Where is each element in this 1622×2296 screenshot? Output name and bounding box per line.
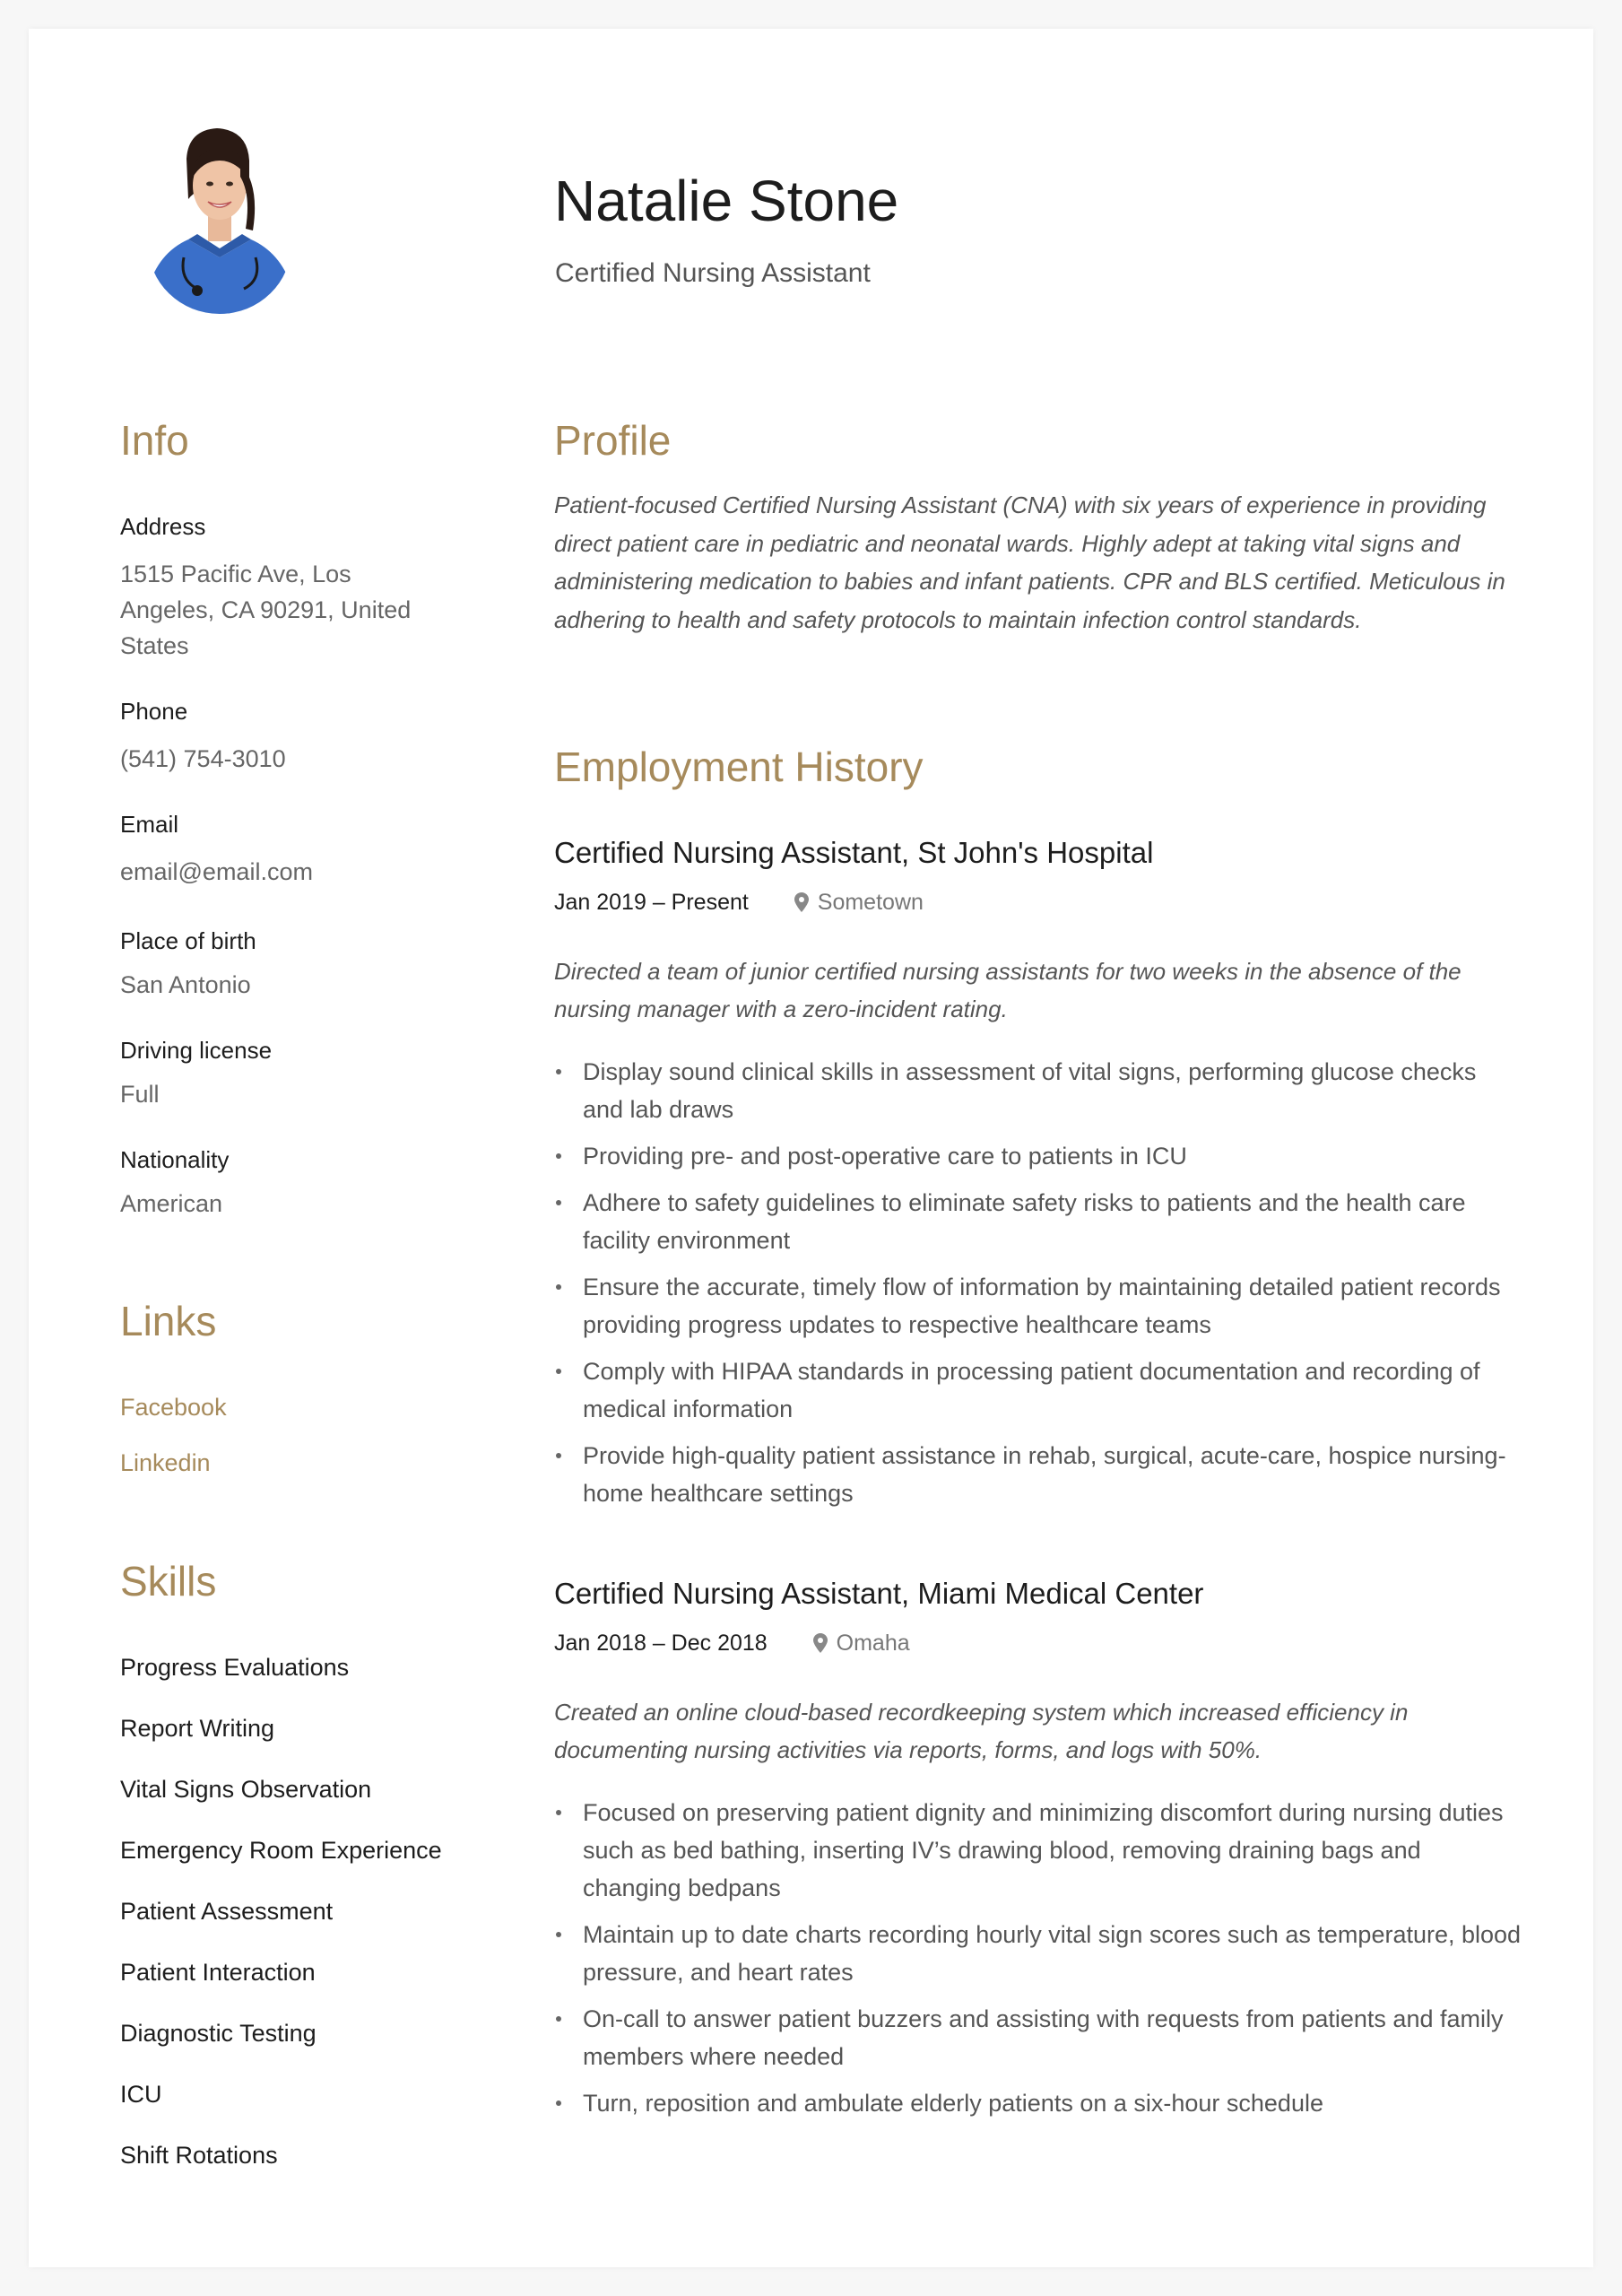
- profile-photo: [134, 123, 305, 316]
- list-item: Maintain up to date charts recording hourly vital sign scores such as temperature, blood pressure, and heart rates: [554, 1916, 1522, 1991]
- list-item: Ensure the accurate, timely flow of information by maintaining detailed patient records providing progress updates to respective healthcare teams: [554, 1268, 1522, 1344]
- job-dates: Jan 2019 – Present: [554, 890, 749, 915]
- job-meta: [554, 1631, 910, 1657]
- skill-item: Patient Assessment: [120, 1898, 334, 1925]
- skill-item: Vital Signs Observation: [120, 1776, 372, 1803]
- info-value-license: Full: [120, 1081, 160, 1108]
- job-bullets: [554, 1794, 1522, 2131]
- job-location-text: Omaha: [836, 1631, 910, 1656]
- list-item: On-call to answer patient buzzers and assisting with requests from patients and family members where needed: [554, 2000, 1522, 2075]
- links-heading: Links: [120, 1298, 217, 1344]
- skill-item: Shift Rotations: [120, 2142, 278, 2169]
- employment-heading: Employment History: [554, 744, 924, 790]
- info-value-address: 1515 Pacific Ave, Los Angeles, CA 90291, United States: [120, 561, 412, 659]
- list-item: Focused on preserving patient dignity and minimizing discomfort during nursing duties such as bed bathing, inserting IV’s drawing blood, removing draining bags and changing bedpans: [554, 1794, 1522, 1907]
- info-label-nationality: Nationality: [120, 1146, 230, 1173]
- skill-item: Report Writing: [120, 1715, 275, 1742]
- location-pin-icon: [813, 1633, 828, 1653]
- job-location: [813, 1631, 910, 1656]
- list-item: Display sound clinical skills in assessment of vital signs, performing glucose checks and lab draws: [554, 1053, 1522, 1128]
- list-item: Turn, reposition and ambulate elderly patients on a six-hour schedule: [554, 2084, 1522, 2122]
- skill-item: Progress Evaluations: [120, 1654, 350, 1681]
- job-dates: Jan 2018 – Dec 2018: [554, 1631, 768, 1656]
- job-title: Certified Nursing Assistant, Miami Medical Center: [554, 1577, 1204, 1610]
- info-value-birthplace: San Antonio: [120, 971, 251, 998]
- job-description: Directed a team of junior certified nursing assistants for two weeks in the absence of the nursing manager with a zero-incident rating.: [554, 958, 1462, 1022]
- skill-item: Emergency Room Experience: [120, 1837, 442, 1864]
- skills-heading: Skills: [120, 1558, 217, 1605]
- job-location: [794, 890, 924, 915]
- resume-page: [29, 29, 1593, 2267]
- job-bullets: [554, 1053, 1522, 1521]
- profile-summary: Patient-focused Certified Nursing Assistant (CNA) with six years of experience in providing direct patient care in pediatric and neonatal wards. Highly adept at taking vital signs and administering medication to babies and infant patients. CPR and BLS certified. Meticulous in adhering to health and safety protocols to maintain infection control standards.: [554, 491, 1505, 633]
- link-linkedin[interactable]: Linkedin: [120, 1449, 211, 1476]
- info-value-nationality: American: [120, 1190, 223, 1217]
- location-pin-icon: [794, 892, 809, 912]
- skill-item: ICU: [120, 2081, 162, 2108]
- skill-item: Diagnostic Testing: [120, 2020, 317, 2047]
- info-label-phone: Phone: [120, 698, 188, 725]
- list-item: Comply with HIPAA standards in processing patient documentation and recording of medical information: [554, 1352, 1522, 1428]
- info-label-birthplace: Place of birth: [120, 927, 256, 954]
- info-heading: Info: [120, 417, 189, 464]
- candidate-name: Natalie Stone: [554, 169, 899, 233]
- info-label-address: Address: [120, 513, 206, 540]
- profile-heading: Profile: [554, 417, 672, 464]
- job-description: Created an online cloud-based recordkeeping system which increased efficiency in documenting nursing activities via reports, forms, and logs with 50%.: [554, 1699, 1409, 1763]
- list-item: Providing pre- and post-operative care to patients in ICU: [554, 1137, 1522, 1175]
- info-label-license: Driving license: [120, 1037, 273, 1064]
- info-label-email: Email: [120, 811, 179, 838]
- list-item: Provide high-quality patient assistance in rehab, surgical, acute-care, hospice nursing-home healthcare settings: [554, 1437, 1522, 1512]
- info-value-email: email@email.com: [120, 858, 313, 885]
- list-item: Adhere to safety guidelines to eliminate safety risks to patients and the health care facility environment: [554, 1184, 1522, 1259]
- candidate-title: Certified Nursing Assistant: [555, 258, 871, 288]
- skill-item: Patient Interaction: [120, 1959, 316, 1986]
- job-meta: [554, 890, 924, 916]
- job-title: Certified Nursing Assistant, St John's Hospital: [554, 836, 1154, 869]
- info-value-phone: (541) 754-3010: [120, 745, 286, 772]
- job-location-text: Sometown: [817, 890, 924, 915]
- link-facebook[interactable]: Facebook: [120, 1394, 227, 1421]
